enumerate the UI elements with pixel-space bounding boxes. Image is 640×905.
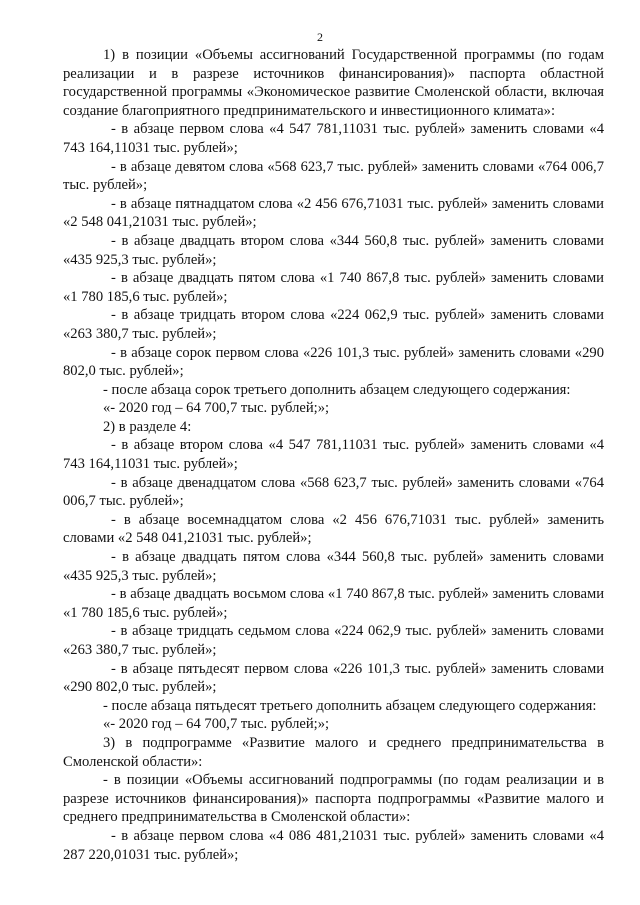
- paragraph: - в абзаце первом слова «4 086 481,21031 тыс. рублей» заменить словами «4 287 220,01031 тыс. рублей»;: [63, 827, 604, 863]
- paragraph: «- 2020 год – 64 700,7 тыс. рублей;»;: [103, 716, 330, 733]
- paragraph: - после абзаца сорок третьего дополнить абзацем следующего содержания:: [103, 381, 571, 398]
- page-number: 2: [317, 30, 323, 44]
- paragraph: 1) в позиции «Объемы ассигнований Государственной программы (по годам реализации и в разрезе источников финансирования)» паспорта областной государственной программы «Экономическое развитие Смоленской области, включая создание благоприятного предпринимательского и инвестиционного климата»:: [63, 47, 604, 119]
- paragraph: - в абзаце первом слова «4 547 781,11031 тыс. рублей» заменить словами «4 743 164,11031 тыс. рублей»;: [63, 121, 604, 156]
- paragraph: - в абзаце пятьдесят первом слова «226 101,3 тыс. рублей» заменить словами «290 802,0 тыс. рублей»;: [63, 660, 604, 696]
- paragraph: - в позиции «Объемы ассигнований подпрограммы (по годам реализации и в разрезе источников финансирования)» паспорта подпрограммы «Развитие малого и среднего предпринимательства в Смоленской области»:: [63, 772, 604, 826]
- paragraph: - в абзаце девятом слова «568 623,7 тыс. рублей» заменить словами «764 006,7 тыс. рублей»;: [63, 158, 604, 194]
- paragraph: - в абзаце тридцать втором слова «224 062,9 тыс. рублей» заменить словами «263 380,7 тыс. рублей»;: [63, 307, 604, 342]
- paragraph: - в абзаце втором слова «4 547 781,11031 тыс. рублей» заменить словами «4 743 164,11031 тыс. рублей»;: [63, 437, 604, 473]
- paragraph: - в абзаце восемнадцатом слова «2 456 676,71031 тыс. рублей» заменить словами «2 548 041,21031 тыс. рублей»;: [63, 511, 604, 547]
- paragraph: - в абзаце тридцать седьмом слова «224 062,9 тыс. рублей» заменить словами «263 380,7 тыс. рублей»;: [63, 623, 604, 658]
- paragraph: 3) в подпрограмме «Развитие малого и среднего предпринимательства в Смоленской области»:: [63, 734, 604, 770]
- paragraph: - в абзаце двадцать восьмом слова «1 740 867,8 тыс. рублей» заменить словами «1 780 185,6 тыс. рублей»;: [63, 586, 604, 621]
- paragraph: - в абзаце сорок первом слова «226 101,3 тыс. рублей» заменить словами «290 802,0 тыс. рублей»;: [63, 344, 604, 380]
- paragraph: - в абзаце двадцать пятом слова «1 740 867,8 тыс. рублей» заменить словами «1 780 185,6 тыс. рублей»;: [63, 270, 604, 305]
- paragraph: - в абзаце двадцать пятом слова «344 560,8 тыс. рублей» заменить словами «435 925,3 тыс. рублей»;: [63, 549, 604, 584]
- paragraph: 2) в разделе 4:: [103, 418, 192, 435]
- paragraph: - после абзаца пятьдесят третьего дополнить абзацем следующего содержания:: [103, 697, 597, 714]
- paragraph: «- 2020 год – 64 700,7 тыс. рублей;»;: [103, 400, 330, 417]
- paragraph: - в абзаце двенадцатом слова «568 623,7 тыс. рублей» заменить словами «764 006,7 тыс. рублей»;: [63, 474, 604, 510]
- document-body: [63, 46, 604, 864]
- paragraph: - в абзаце двадцать втором слова «344 560,8 тыс. рублей» заменить словами «435 925,3 тыс. рублей»;: [63, 232, 604, 268]
- paragraph: - в абзаце пятнадцатом слова «2 456 676,71031 тыс. рублей» заменить словами «2 548 041,21031 тыс. рублей»;: [63, 195, 604, 231]
